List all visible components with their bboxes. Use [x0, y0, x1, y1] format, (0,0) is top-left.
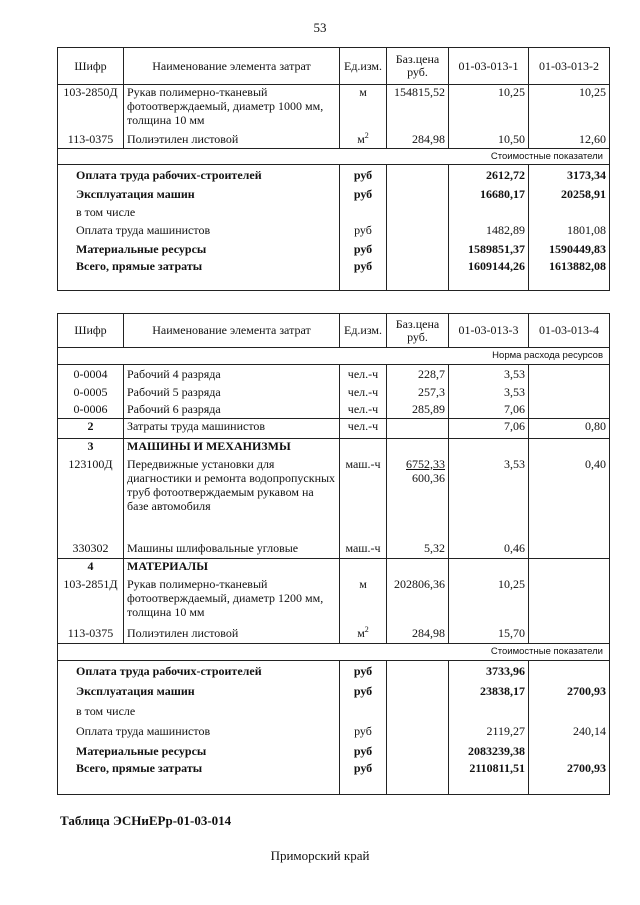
section-label: Стоимостные показатели	[58, 149, 610, 165]
header-price: Баз.цена руб.	[387, 314, 449, 348]
section-label: Стоимостные показатели	[58, 644, 610, 661]
section-row	[58, 644, 610, 661]
header-col4: 01-03-013-4	[529, 314, 610, 348]
summary-row: Материальные ресурсы руб 2083239,38	[58, 741, 610, 761]
table-row: 0-0005 Рабочий 5 разряда чел.-ч 257,3 3,53	[58, 383, 610, 401]
cost-table-2	[57, 313, 610, 795]
summary-row: Эксплуатация машин руб 16680,17 20258,91	[58, 185, 610, 203]
header-unit: Ед.изм.	[340, 48, 387, 85]
header-col1: 01-03-013-1	[449, 48, 529, 85]
header-code: Шифр	[58, 314, 124, 348]
page-number: 53	[313, 20, 327, 35]
header-price: Баз.цена руб.	[387, 48, 449, 85]
summary-row: Оплата труда машинистов руб 2119,27 240,14	[58, 721, 610, 741]
summary-row: Материальные ресурсы руб 1589851,37 1590449,83	[58, 239, 610, 259]
table-row: 113-0375 Полиэтилен листовой $м^2$ 284,98 15,70	[58, 626, 610, 644]
table-row: 0-0006 Рабочий 6 разряда чел.-ч 285,89 7,06	[58, 401, 610, 419]
machines-section-row: 3 МАШИНЫ И МЕХАНИЗМЫ	[58, 439, 610, 457]
summary-row: в том числе	[58, 701, 610, 721]
table-row: 113-0375 Полиэтилен листовой $м^2$ 284,98 10,50 12,60	[58, 132, 610, 149]
table-caption: Таблица ЭСНиЕРр-01-03-014	[60, 813, 232, 828]
section-row	[58, 348, 610, 365]
header-col2: 01-03-013-2	[529, 48, 610, 85]
section-row	[58, 149, 610, 165]
summary-row: Оплата труда рабочих-строителей руб 3733,96	[58, 661, 610, 681]
materials-section-row: 4 МАТЕРИАЛЫ	[58, 559, 610, 577]
table-row: 330302 Машины шлифовальные угловые маш.-ч 5,32 0,46	[58, 541, 610, 559]
summary-block	[58, 165, 610, 291]
page-footer: Приморский край	[270, 848, 370, 863]
workers-block	[58, 365, 610, 419]
table-row: 123100Д Передвижные установки для диагностики и ремонта водопропускных труб фотоотверждаемым рукавом на базе автомобиля маш.-ч 6752,33 600,36 3,53 0,40	[58, 457, 610, 541]
header-unit: Ед.изм.	[340, 314, 387, 348]
header-name: Наименование элемента затрат	[124, 314, 340, 348]
summary-row: Всего, прямые затраты руб 1609144,26 1613882,08	[58, 259, 610, 291]
norm-label: Норма расхода ресурсов	[58, 348, 610, 365]
table-header-row	[58, 314, 610, 348]
summary-row: Оплата труда рабочих-строителей руб 2612,72 3173,34	[58, 165, 610, 185]
summary-row: в том числе	[58, 203, 610, 221]
summary-block	[58, 661, 610, 795]
header-col3: 01-03-013-3	[449, 314, 529, 348]
table-header-row	[58, 48, 610, 85]
machinist-labor-row: 2 Затраты труда машинистов чел.-ч 7,06 0,80	[58, 419, 610, 439]
summary-row: Всего, прямые затраты руб 2110811,51 2700,93	[58, 761, 610, 795]
header-name: Наименование элемента затрат	[124, 48, 340, 85]
table-row: 0-0004 Рабочий 4 разряда чел.-ч 228,7 3,53	[58, 365, 610, 383]
header-code: Шифр	[58, 48, 124, 85]
summary-row: Эксплуатация машин руб 23838,17 2700,93	[58, 681, 610, 701]
table-row: 103-2851Д Рукав полимерно-тканевый фотоотверждаемый, диаметр 1200 мм, толщина 10 мм м 202806,36 10,25	[58, 577, 610, 626]
cost-table-1	[57, 47, 610, 291]
table-row: 103-2850Д Рукав полимерно-тканевый фотоотверждаемый, диаметр 1000 мм, толщина 10 мм м 154815,52 10,25 10,25	[58, 85, 610, 132]
summary-row: Оплата труда машинистов руб 1482,89 1801,08	[58, 221, 610, 239]
